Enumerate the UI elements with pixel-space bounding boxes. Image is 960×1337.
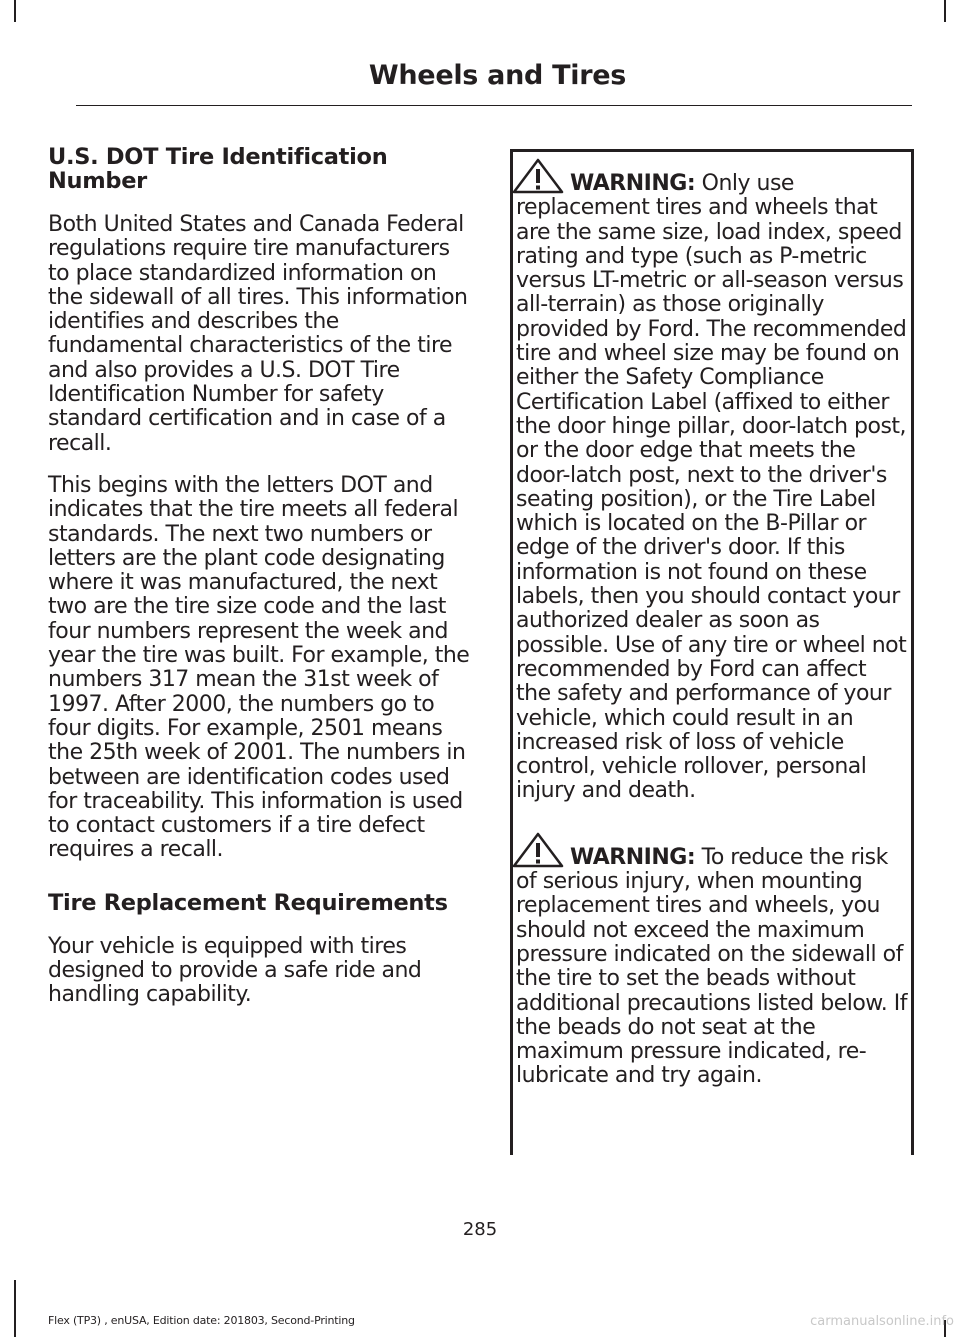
warning-text: To reduce the risk of serious injury, when mounting replacement tires and wheels, you should not exceed the maximum pressure indicated on the sidewall of the tire to set the beads without additional precautions listed below. If the beads do not seat at the maximum pressure indicated, re-lubricate and try again. [516, 844, 908, 1089]
warning-block [513, 152, 911, 804]
crop-mark [944, 0, 946, 22]
watermark: carmanualsonline.info [810, 1314, 954, 1329]
warning-label: WARNING: [570, 171, 696, 196]
warning-triangle-icon [512, 832, 564, 868]
paragraph: This begins with the letters DOT and indicates that the tire meets all federal standards. The next two numbers or letters are the plant code designating where it was manufactured, the next two are the tire size code and the last four numbers represent the week and year the tire was built. For example, the numbers 317 mean the 31st week of 1997. After 2000, the numbers go to four digits. For example, 2501 means the 25th week of 2001. The numbers in between are identification codes used for traceability. This information is used to contact customers if a tire defect requires a recall. [48, 472, 470, 863]
warning-box [510, 149, 914, 1155]
header-divider [76, 105, 912, 106]
warning-text: Only use replacement tires and wheels that are the same size, load index, speed rating and type (such as P-metric versus LT-metric or all-season versus all-terrain) as those originally provided by Ford. The recommended tire and wheel size may be found on either the Safety Compliance Certification Label (affixed to either the door hinge pillar, door-latch post, or the door edge that meets the door-latch post, next to the driver's seating position), or the Tire Label which is located on the B-Pillar or edge of the driver's door. If this information is not found on these labels, then you should contact your authorized dealer as soon as possible. Use of any tire or wheel not recommended by Ford can affect the safety and performance of your vehicle, which could result in an increased risk of loss of vehicle control, vehicle rollover, personal injury and death. [516, 171, 907, 804]
warning-triangle-icon [512, 158, 564, 194]
footer-edition: Flex (TP3) , enUSA, Edition date: 201803, Second-Printing [48, 1314, 355, 1327]
page-title: Wheels and Tires [368, 60, 626, 91]
section-heading-tire-replacement: Tire Replacement Requirements [48, 889, 448, 916]
paragraph: Both United States and Canada Federal regulations require tire manufacturers to place standardized information on the sidewall of all tires. This information identifies and describes the fundamental characteristics of the tire and also provides a U.S. DOT Tire Identification Number for safety standard certification and in case of a recall. [48, 212, 468, 456]
warning-label: WARNING: [570, 844, 696, 870]
warning-block [513, 826, 911, 1089]
section-heading-dot-tin: U.S. DOT Tire Identification Number [48, 144, 388, 194]
crop-mark [14, 0, 16, 22]
page-number: 285 [462, 1219, 498, 1240]
left-column [48, 145, 476, 1026]
paragraph: Your vehicle is equipped with tires designed to provide a safe ride and handling capability. [48, 933, 422, 1008]
crop-mark [14, 1280, 16, 1337]
